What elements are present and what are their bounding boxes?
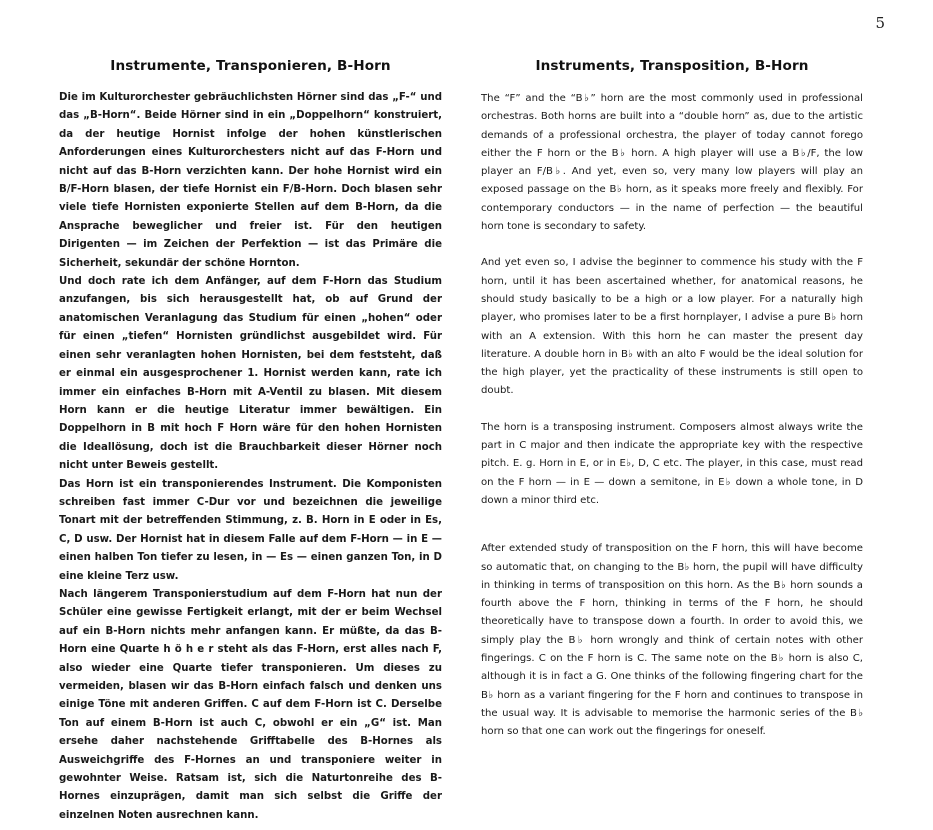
german-column <box>59 58 442 825</box>
english-title: Instruments, Transposition, B-Horn <box>535 58 809 74</box>
english-paragraph-3: The horn is a transposing instrument. Composers almost always write the part in C major and then indicate the appropriate key with the respective pitch. E. g. Horn in E, or in E♭, D, C etc. The player, in this case, must read on the F horn — in E — down a semitone, in E♭ down a whole tone, in D down a minor third etc. <box>481 421 863 506</box>
german-title: Instrumente, Transponieren, B-Horn <box>110 58 391 74</box>
german-paragraph-3: Das Horn ist ein transponierendes Instrument. Die Komponisten schreiben fast immer C-Dur vor und bezeichnen die jeweilige Tonart mit der betreffenden Stimmung, z. B. Horn in E oder in Es, C, D usw. Der Hornist hat in diesem Falle auf dem F-Horn — in E — einen halben Ton tiefer zu lesen, in — Es — einen ganzen Ton, in D eine kleine Terz usw. <box>59 478 442 582</box>
german-paragraph-1: Die im Kulturorchester gebräuchlichsten Hörner sind das „F-“ und das „B-Horn“. Beide Hörner sind in ein „Doppelhorn“ konstruiert, da der heutige Hornist infolge der hohen künstlerischen Anforderungen eines Kulturorchesters nicht auf das F-Horn und nicht auf das B-Horn verzichten kann. Der hohe Hornist wird ein B/F-Horn blasen, der tiefe Hornist ein F/B-Horn. Doch blasen sehr viele tiefe Hornisten exponierte Stellen auf dem B-Horn, da die Ansprache beweglicher und freier ist. Für den heutigen Dirigenten — im Zeichen der Perfektion — ist das Primäre die Sicherheit, sekundär der schöne Hornton. <box>59 92 442 269</box>
english-paragraph-1: The “F” and the “B♭” horn are the most commonly used in professional orchestras. Both horns are built into a “double horn” as, due to the artistic demands of a professional orchestra, the player of today cannot forego either the F horn or the B♭ horn. A high player will use a B♭/F, the low player an F/B♭. And yet, even so, very many low players will play an exposed passage on the B♭ horn, as it speaks more freely and flexibly. For contemporary conductors — in the name of perfection — the beautiful horn tone is secondary to safety. <box>481 93 863 233</box>
english-paragraph-4: After extended study of transposition on the F horn, this will have become so automatic that, on changing to the B♭ horn, the pupil will have difficulty in thinking in terms of transposition on this horn. As the B♭ horn sounds a fourth above the F horn, thinking in terms of the F horn, he should theoretically have to transpose down a fourth. In order to avoid this, we simply play the B♭ horn wrongly and think of certain notes with other fingerings. C on the F horn is C. The same note on the B♭ horn is also C, although it is in fact a G. One thinks of the following fingering chart for the B♭ horn as a variant fingering for the F horn and continues to transpose in the usual way. It is advisable to memorise the harmonic series of the B♭ horn so that one can work out the fingerings for oneself. <box>481 543 863 738</box>
english-paragraph-2: And yet even so, I advise the beginner to commence his study with the F horn, until it has been ascertained whether, for anatomical reasons, he should study basically to be a high or a low player. For a naturally high player, who promises later to be a first hornplayer, I advise a pure B♭ horn with an A extension. With this horn he can master the present day literature. A double horn in B♭ with an alto F would be the ideal solution for the high player, yet the practicality of these instruments is still open to doubt. <box>481 257 863 397</box>
german-paragraph-2: Und doch rate ich dem Anfänger, auf dem F-Horn das Studium anzufangen, bis sich herausgestellt hat, ob auf Grund der anatomischen Veranlagung das Studium für einen „hohen“ oder für einen „tiefen“ Hornisten gründlichst ausgebildet wird. Für einen sehr veranlagten hohen Hornisten, bei dem feststeht, daß er einmal ein ausgesprochener 1. Hornist werden kann, rate ich immer ein einfaches B-Horn mit A-Ventil zu blasen. Mit diesem Horn kann er die heutige Literatur immer bewältigen. Ein Doppelhorn in B mit hoch F Horn wäre für den hohen Hornisten die Ideallösung, doch ist die Brauchbarkeit dieser Hörner noch nicht unter Beweis gestellt. <box>59 276 442 472</box>
english-column <box>481 58 863 760</box>
page-number: 5 <box>875 14 885 32</box>
page-bottom-mask <box>0 824 933 830</box>
german-paragraph-4: Nach längerem Transponierstudium auf dem F-Horn hat nun der Schüler eine gewisse Fertigkeit erlangt, mit der er beim Wechsel auf ein B-Horn nichts mehr anfangen kann. Er müßte, da das B-Horn eine Quarte h ö h e r steht als das F-Horn, erst alles nach F, also wieder eine Quarte tiefer transponieren. Um dieses zu vermeiden, blasen wir das B-Horn einfach falsch und denken uns einige Töne mit anderen Griffen. C auf dem F-Horn ist C. Derselbe Ton auf einem B-Horn ist auch C, obwohl er ein „G“ ist. Man ersehe daher nachstehende Grifftabelle des B-Hornes als Ausweichgriffe des F-Hornes an und transponiere weiter in gewohnter Weise. Ratsam ist, sich die Naturtonreihe des B-Hornes einzuprägen, damit man sich selbst die Griffe der einzelnen Noten ausrechnen kann. <box>59 588 442 821</box>
